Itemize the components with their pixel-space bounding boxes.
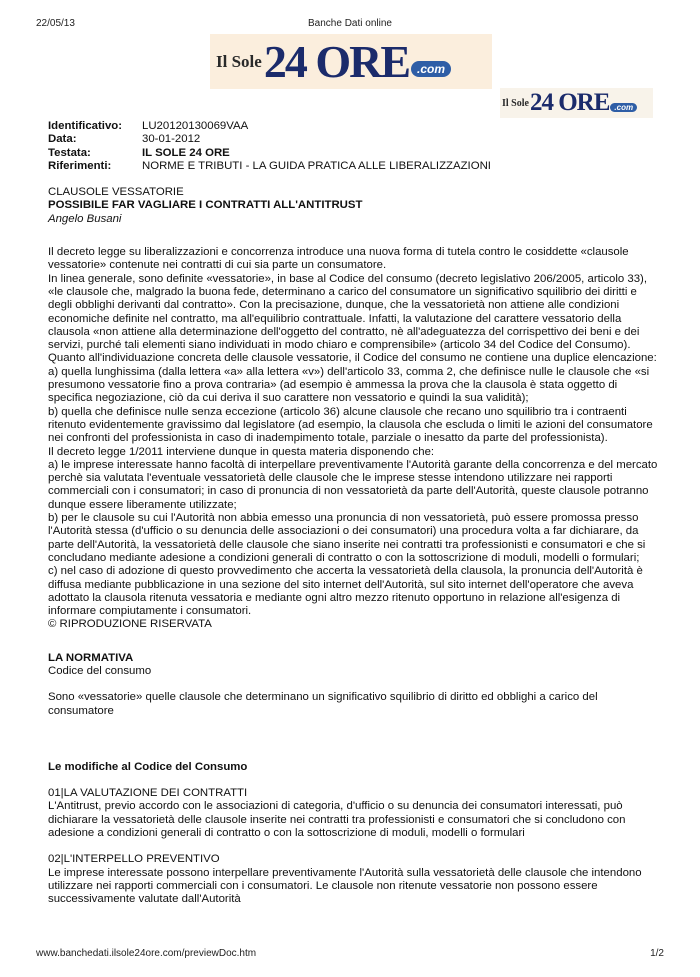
logo-small-suffix: .com [610,103,637,112]
meta-label: Identificativo: [48,120,123,132]
article-section: CLAUSOLE VESSATORIE [48,186,184,199]
modifiche-heading: Le modifiche al Codice del Consumo [48,760,248,773]
article-paragraph: Il decreto legge 1/2011 interviene dunque in questa materia disponendo che: [48,445,435,458]
meta-row [48,147,658,160]
meta-value: IL SOLE 24 ORE [142,146,230,159]
logo-number: 24 ORE [263,35,409,87]
modifica-text: L'Antitrust, previo accordo con le associazioni di categoria, d'ufficio o su denuncia dei consumatori interessati, può dichiarare la vessatorietà delle clausole inserite nei contratti tra professionisti e consumatori che si concludono con adesione a condizioni generali di contratto o con la sottoscrizione di moduli, modelli o formulari [48,800,626,840]
article-paragraph: c) nel caso di adozione di questo provvedimento che accerta la vessatorietà della clausola, la pronuncia dell'Autorità è diffusa mediante pubblicazione in una sezione del sito internet dell'Autorità, sul sito internet dell'operatore che aveva adottato la clausola ritenuta vessatoria e mediante ogni altro mezzo ritenuto opportuno in relazione all'esigenza di informare compiutamente i consumatori. [48,565,643,618]
logo-small-prefix: Il Sole [502,97,529,109]
print-url: www.banchedati.ilsole24ore.com/previewDoc.htm [36,948,257,959]
logo-small-number: 24 ORE [529,89,610,116]
print-title: Banche Dati online [308,18,392,29]
meta-row [48,120,658,133]
meta-label: Riferimenti: [48,159,112,172]
metadata-table [48,120,658,173]
meta-value: NORME E TRIBUTI - LA GUIDA PRATICA ALLE LIBERALIZZAZIONI [142,159,491,172]
article-paragraph: a) quella lunghissima (dalla lettera «a» alla lettera «v») dell'articolo 33, comma 2, che definisce nulle le clausole che «si presumono vessatorie fino a prova contraria» (ad esempio è ammessa la prova che la clausola è stata oggetto di specifica negoziazione, ciò da cui deriva il suo carattere non vessatorio e quindi la sua validità); [48,365,650,405]
article-author: Angelo Busani [48,212,122,225]
meta-value: LU20120130069VAA [142,120,249,132]
normativa-subheading: Codice del consumo [48,664,152,677]
modifica-text: Le imprese interessate possono interpellare preventivamente l'Autorità sulla vessatorietà delle clausole che intendono utilizzare nei rapporti commerciali con i consumatori. Le clausole non ritenute vessatorie non possono essere successivamente valutate dall'Autorità [48,866,642,906]
article-paragraph: Il decreto legge su liberalizzazioni e concorrenza introduce una nuova forma di tutela contro le cosiddette «clausole vessatorie» contenute nei contratti di cui sia parte un consumatore. [48,246,629,272]
meta-label: Data: [48,133,77,146]
meta-row [48,133,658,146]
meta-value: 30-01-2012 [142,133,201,146]
modifica-title: 02|L'INTERPELLO PREVENTIVO [48,853,220,866]
print-date: 22/05/13 [36,18,75,29]
meta-row [48,160,658,173]
document-body [48,120,658,907]
page-number: 1/2 [650,948,664,959]
normativa-text: Sono «vessatorie» quelle clausole che determinano un significativo squilibrio di diritto ed obblighi a carico del consumatore [48,691,598,717]
article-paragraph: a) le imprese interessate hanno facoltà di interpellare preventivamente l'Autorità garante della concorrenza e del mercato perchè sia valutata l'eventuale vessatorietà delle clausole che le imprese stesse intendono utilizzare nei rapporti commerciali con i consumatori; in caso di pronuncia di non vessatorietà da parte dell'Autorità, queste clausole potranno dunque essere liberamente utilizzate; [48,458,658,511]
article-paragraph: b) per le clausole su cui l'Autorità non abbia emesso una pronuncia di non vessatorietà, può essere promossa presso l'Autorità stessa (d'ufficio o su denuncia delle associazioni o dei consumatori) una procedura volta a far dichiarare, da parte dell'Autorità, la vessatorietà delle clausole che siano inserite nei contratti tra professionisti e consumatori e che si concludano mediante adesione a condizioni generali di contratto o con la sottoscrizione di moduli, modelli o formulari; [48,512,646,564]
article-headline: POSSIBILE FAR VAGLIARE I CONTRATTI ALL'ANTITRUST [48,199,363,212]
sole24ore-logo [210,34,492,89]
article-paragraph: In linea generale, sono definite «vessatorie», in base al Codice del consumo (decreto legislativo 206/2005, articolo 33), «le clausole che, malgrado la buona fede, determinano a carico del consumatore un significativo squilibrio dei diritti e degli obblighi derivanti dal contratto». Con la precisazione, dunque, che la vessatorietà non attiene alle condizioni economiche definite nel contratto, ma all'equilibrio contrattuale. Infatti, la valutazione del carattere vessatorio della clausola «non attiene alla determinazione dell'oggetto del contratto, nè all'adeguatezza del corrispettivo dei beni e dei servizi, purché tali elementi siano individuati in modo chiaro e comprensibile» (articolo 34 del Codice del Consumo). [48,272,648,352]
copyright-notice: © RIPRODUZIONE RISERVATA [48,618,212,631]
meta-label: Testata: [48,146,91,159]
logo-suffix: .com [411,61,451,77]
article-paragraph: Quanto all'individuazione concreta delle clausole vessatorie, il Codice del consumo ne contiene una duplice elencazione: [48,352,657,365]
sole24ore-logo-small [500,88,653,118]
logo-prefix: Il Sole [216,51,262,71]
normativa-heading: LA NORMATIVA [48,651,134,664]
article-paragraph: b) quella che definisce nulle senza eccezione (articolo 36) alcune clausole che recano uno squilibrio tra i contraenti ritenuto evidentemente gravissimo dal legislatore (ad esempio, la clausola che escluda o limiti le azioni del consumatore nei confronti del professionista in caso di inadempimento totale, parziale o inesatto da parte del professionista). [48,405,653,445]
modifica-title: 01|LA VALUTAZIONE DEI CONTRATTI [48,787,248,800]
